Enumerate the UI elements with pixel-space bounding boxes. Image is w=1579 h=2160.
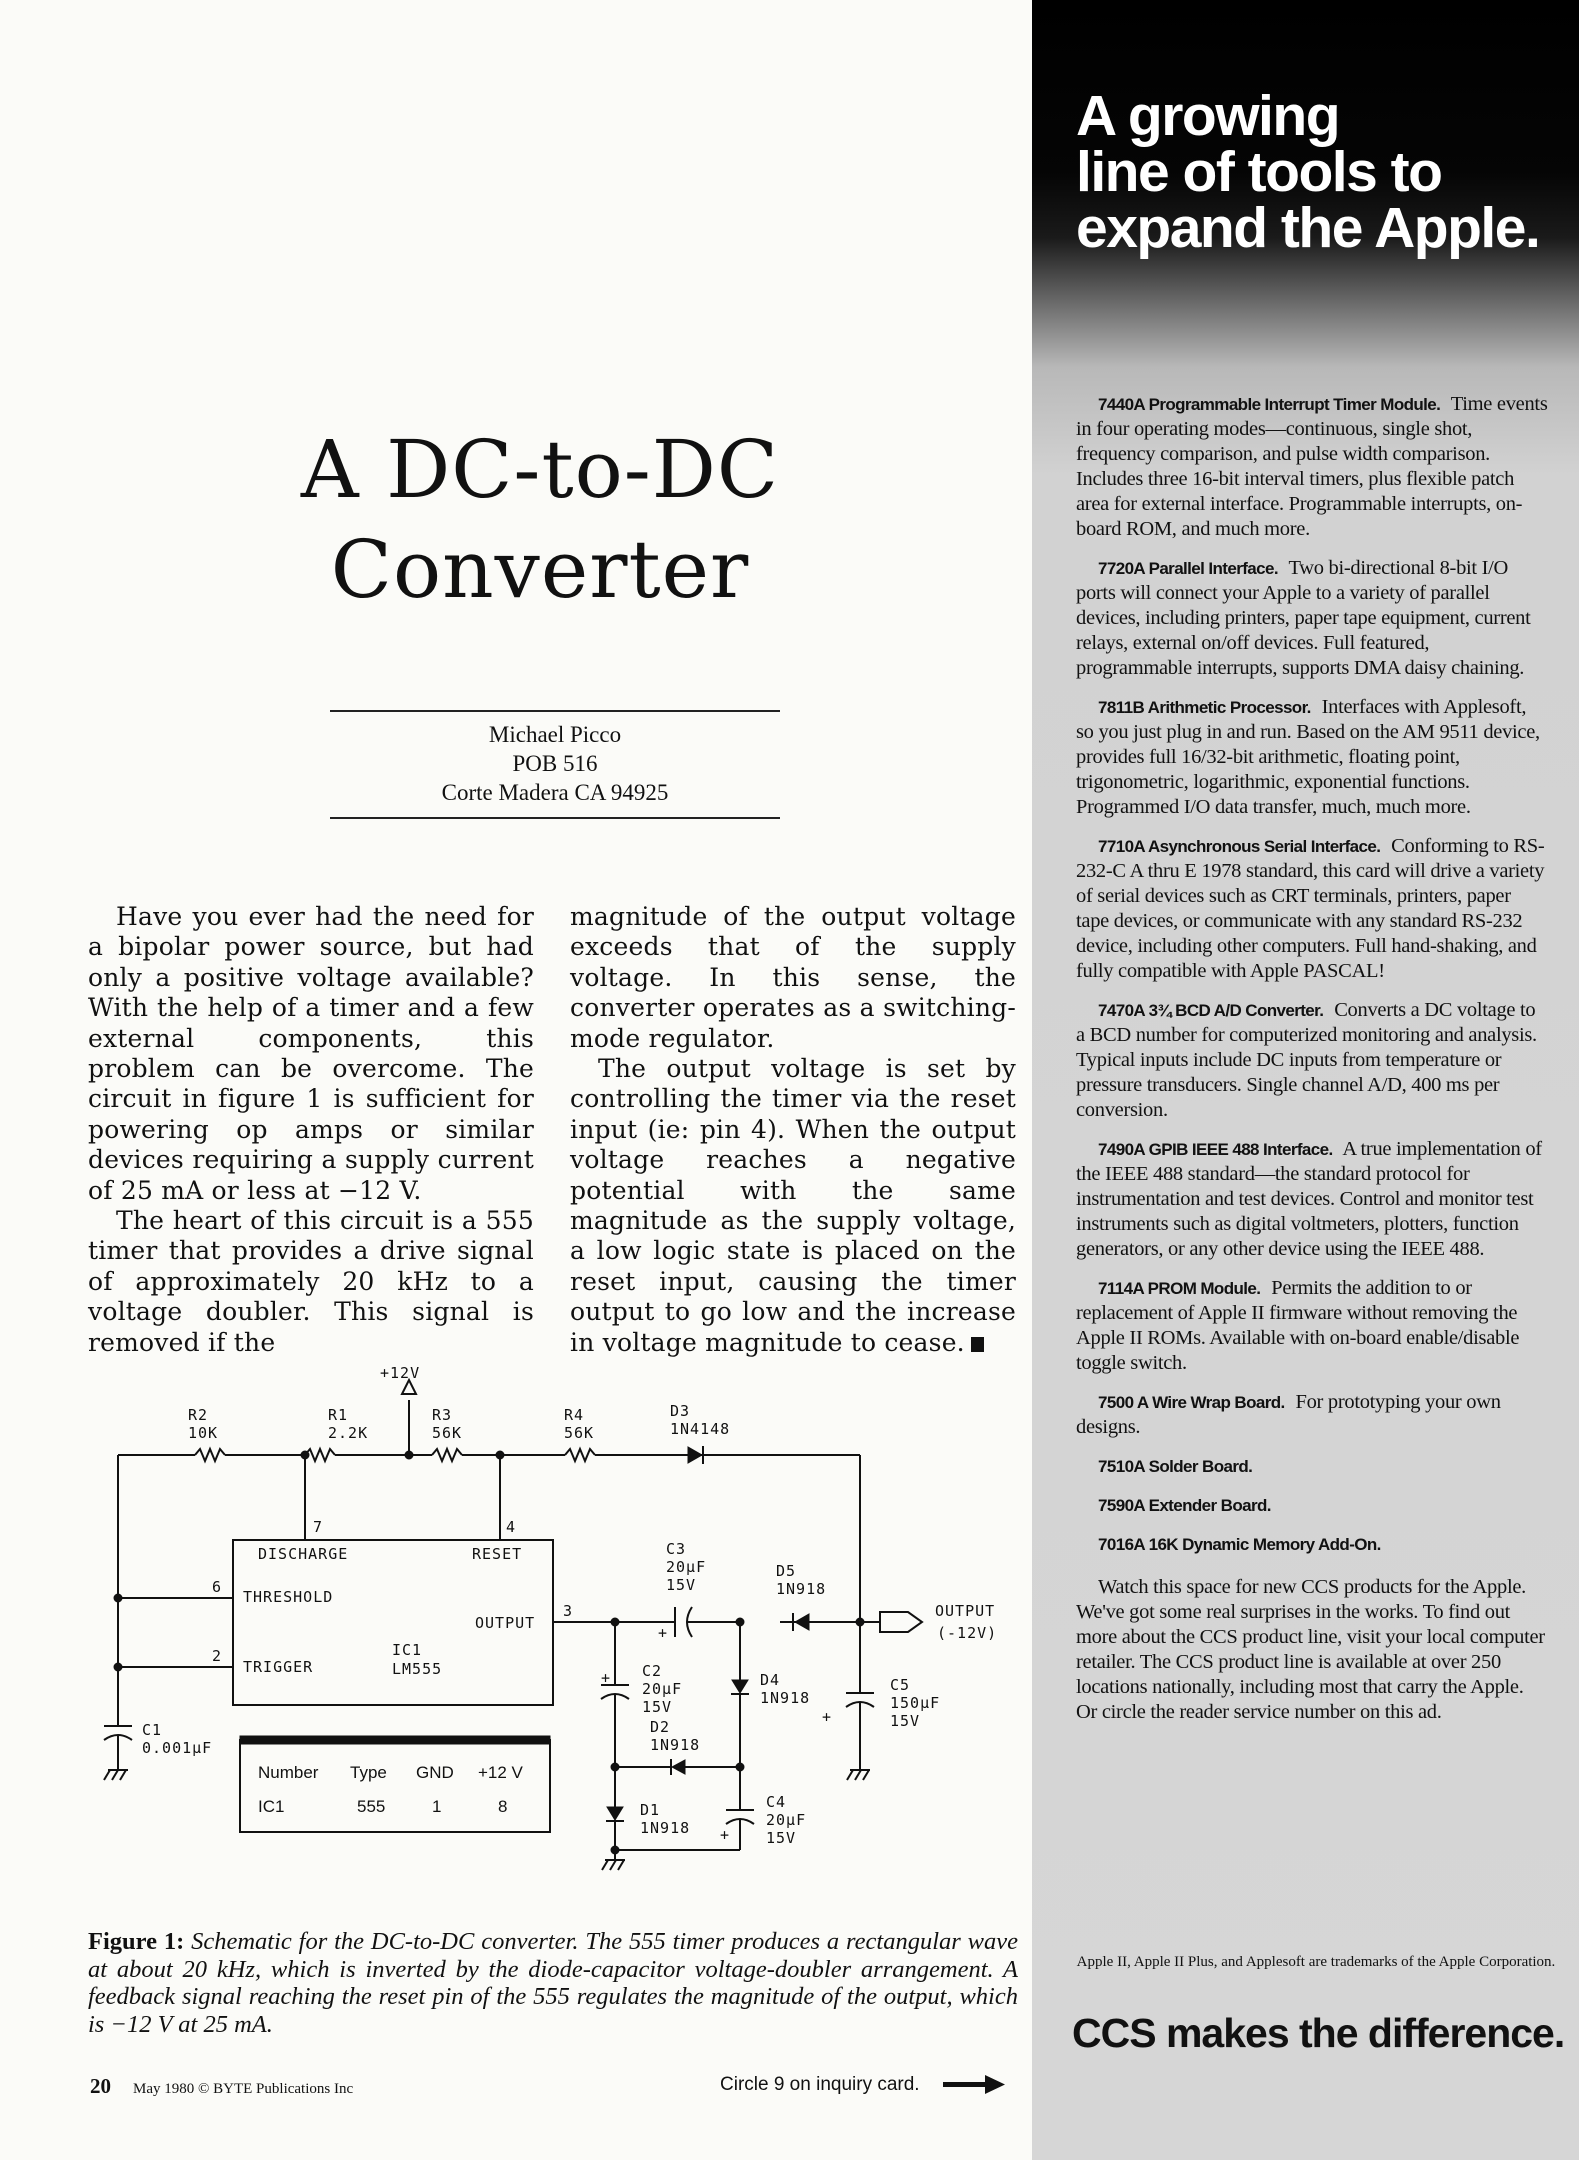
byline [330,720,780,807]
r1-name: R1 [328,1406,349,1424]
product-item [1076,1276,1548,1376]
d1-value: 1N918 [640,1819,691,1837]
ic-name: IC1 [392,1641,423,1659]
product-description: Permits the addition to or replacement of Apple II firmware without removing the Apple II ROMs. Available with on-board enable/disable toggle switch. [1076,1277,1520,1374]
product-item [1076,1493,1548,1518]
c3-value: 20μF [666,1558,707,1576]
d2-name: D2 [650,1718,671,1736]
figure-caption [88,1928,1018,2038]
table-header-type: Type [350,1763,387,1782]
c4-value: 20μF [766,1811,807,1829]
junction-dot [301,1451,309,1459]
product-item [1076,1390,1548,1440]
product-description: Conforming to RS-232-C A thru E 1978 standard, this card will drive a variety of serial devices such as CRT terminals, printers, paper tape devices, or communicate with any standard RS-232 device, including other computers. Full hand-shaking, and fully compatible with Apple PASCAL! [1076,835,1545,982]
c5-value: 150μF [890,1694,941,1712]
c5-name: C5 [890,1676,911,1694]
junction-dot [114,1594,122,1602]
d5-name: D5 [776,1562,797,1580]
c4-voltage: 15V [766,1829,797,1847]
junction-dot [736,1618,744,1626]
product-name: 7016A 16K Dynamic Memory Add-On. [1098,1535,1381,1554]
author-name: Michael Picco [488,722,622,747]
schematic-figure [60,1360,1040,1900]
product-item [1076,834,1548,984]
trademark-notice: Apple II, Apple II Plus, and Applesoft are trademarks of the Apple Corporation. [1076,1954,1556,1970]
product-name: 7500 A Wire Wrap Board. [1098,1393,1285,1412]
product-description: For prototyping your own designs. [1076,1391,1501,1438]
ic-trigger-label: TRIGGER [243,1658,314,1676]
pin-table-frame [240,1740,550,1832]
c3-polarity: + [658,1624,669,1642]
r3-resistor-icon [432,1449,462,1461]
r2-value: 10K [188,1424,219,1442]
r3-name: R3 [432,1406,453,1424]
d1-name: D1 [640,1801,661,1819]
product-description: A true implementation of the IEEE 488 standard—the standard protocol for instrumentation and test devices. Control and monitor test instruments such as digital voltmeters, plotters, function generators, or any other device using the IEEE 488. [1076,1138,1542,1260]
pin-2: 2 [212,1647,223,1665]
c4-polarity: + [720,1826,731,1844]
d5-diode-icon [795,1614,809,1630]
ccs-advertisement [1032,0,1579,2160]
c1-value: 0.001μF [142,1739,213,1757]
byline-rule-top [330,710,780,712]
table-cell-gnd: 1 [432,1797,442,1816]
pin-4: 4 [506,1518,517,1536]
product-item [1076,695,1548,820]
paragraph-text: The output voltage is set by controlling the timer via the reset input (ie: pin 4). When the output voltage reaches a negative potential with the same magnitude as the supply voltage, a low logic state is placed on the reset input, causing the timer output to go low and the increase in voltage magnitude to cease. [570,1054,1016,1357]
product-item [1076,998,1548,1123]
ic-output-label: OUTPUT [475,1614,536,1632]
product-name: 7590A Extender Board. [1098,1496,1271,1515]
ad-headline-line-1: A growing [1076,84,1340,148]
ad-product-list [1076,392,1548,1746]
title-line-1: A DC-to-DC [300,423,780,516]
r2-name: R2 [188,1406,209,1424]
product-item [1076,1454,1548,1479]
caption-text: Schematic for the DC-to-DC converter. The 555 timer produces a rectangular wave at about 20 kHz, which is inverted by the diode-capacitor voltage-doubler arrangement. A feedback signal reaching the reset pin of the 555 regulates the magnitude of the output, which is −12 V at 25 mA. [88,1928,1019,2038]
d4-value: 1N918 [760,1689,811,1707]
d3-diode-icon [688,1447,702,1463]
junction-dot [611,1763,619,1771]
ad-closing-text: Watch this space for new CCS products for the Apple. We've got some real surprises in the works. To find out more about the CCS product line, visit your local computer retailer. The CCS product line is available at over 250 locations nationally, including most that carry the Apple. Or circle the reader service number on this ad. [1076,1576,1545,1723]
ic-threshold-label: THRESHOLD [243,1588,334,1606]
paragraph: The heart of this circuit is a 555 timer that provides a drive signal of approximately 20 kHz to a voltage doubler. This signal is removed if the [88,1206,534,1357]
ad-tagline: CCS makes the difference. [1072,2010,1565,2056]
junction-dot [405,1451,413,1459]
caption-label: Figure 1: [88,1928,185,1955]
table-header-supply: +12 V [478,1763,523,1782]
d4-name: D4 [760,1671,781,1689]
supply-arrow-icon [402,1380,416,1394]
table-cell-type: 555 [357,1797,386,1816]
product-description: Converts a DC voltage to a BCD number for computerized monitoring and analysis. Typical inputs include DC inputs from temperature or pressure transducers. Single channel A/D, 400 ms per conversion. [1076,999,1537,1121]
d4-diode-icon [732,1680,748,1693]
page-number: 20 [90,2074,111,2098]
junction-dot [611,1846,619,1854]
r4-value: 56K [564,1424,595,1442]
product-item [1076,392,1548,542]
pin-6: 6 [212,1578,223,1596]
ic-reset-label: RESET [472,1545,523,1563]
r3-value: 56K [432,1424,463,1442]
d5-value: 1N918 [776,1580,827,1598]
page-footer [90,2074,353,2099]
ad-headline-line-2: line of tools to [1076,140,1442,204]
product-name: 7811B Arithmetic Processor. [1098,698,1311,717]
junction-dot [114,1663,122,1671]
c5-polarity: + [822,1708,833,1726]
product-name: 7720A Parallel Interface. [1098,559,1278,578]
paragraph-final [570,1054,1016,1358]
table-header-gnd: GND [416,1763,454,1782]
byline-rule-bottom [330,817,780,819]
pin-7: 7 [313,1518,324,1536]
table-header-bar [240,1736,550,1744]
ic-part: LM555 [392,1660,443,1678]
junction-dot [736,1763,744,1771]
r4-name: R4 [564,1406,585,1424]
product-name: 7114A PROM Module. [1098,1279,1261,1298]
product-name: 7470A 3¾ BCD A/D Converter. [1098,1001,1324,1020]
junction-dot [496,1451,504,1459]
ad-headline [1076,84,1576,260]
d3-value: 1N4148 [670,1420,731,1438]
pin-3: 3 [563,1602,574,1620]
d1-diode-icon [607,1807,623,1820]
inquiry-note-text: Circle 9 on inquiry card. [720,2074,920,2095]
c3-name: C3 [666,1540,687,1558]
product-name: 7440A Programmable Interrupt Timer Module. [1098,395,1441,414]
publication-line: May 1980 © BYTE Publications Inc [133,2081,354,2097]
product-name: 7510A Solder Board. [1098,1457,1253,1476]
c2-name: C2 [642,1662,663,1680]
article-title [180,420,900,620]
title-line-2: Converter [330,523,750,616]
junction-dot [856,1618,864,1626]
output-label: OUTPUT [935,1602,996,1620]
ic-discharge-label: DISCHARGE [258,1545,349,1563]
c1-name: C1 [142,1721,163,1739]
body-column-1 [88,902,534,1358]
r4-resistor-icon [565,1449,595,1461]
product-item [1076,1532,1548,1557]
author-address-line-2: Corte Madera CA 94925 [441,780,669,805]
ad-headline-line-3: expand the Apple. [1076,196,1540,260]
body-column-2 [570,902,1016,1358]
d2-value: 1N918 [650,1736,701,1754]
c4-name: C4 [766,1793,787,1811]
product-item [1076,556,1548,681]
c3-voltage: 15V [666,1576,697,1594]
supply-label: +12V [380,1364,421,1382]
output-value: (-12V) [937,1624,998,1642]
c2-value: 20μF [642,1680,683,1698]
paragraph: Have you ever had the need for a bipolar power source, but had only a positive voltage available? With the help of a timer and a few external components, this problem can be overcome. The circuit in figure 1 is sufficient for powering op amps or similar devices requiring a supply current of 25 mA or less at −12 V. [88,902,534,1205]
c5-voltage: 15V [890,1712,921,1730]
table-cell-supply: 8 [498,1797,508,1816]
product-item [1076,1137,1548,1262]
product-name: 7710A Asynchronous Serial Interface. [1098,837,1381,856]
end-mark-icon [971,1337,984,1352]
c2-voltage: 15V [642,1698,673,1716]
product-description: Interfaces with Applesoft, so you just plug in and run. Based on the AM 9511 device, provides full 16/32-bit arithmetic, floating point, trigonometric, logarithmic, exponential functions. Programmed I/O data transfer, much, much more. [1076,696,1540,818]
product-description: Time events in four operating modes—continuous, single shot, frequency comparison, and pulse width comparison. Includes three 16-bit interval timers, plus flexible patch area for external interface. Programmable interrupts, on-board ROM, and much more. [1076,393,1548,540]
author-address-line-1: POB 516 [512,751,598,776]
paragraph: magnitude of the output voltage exceeds that of the supply voltage. In this sense, the converter operates as a switching-mode regulator. [570,902,1016,1053]
inquiry-note [720,2074,1005,2096]
c2-polarity: + [601,1669,612,1687]
table-header-number: Number [258,1763,319,1782]
r2-resistor-icon [195,1449,225,1461]
right-arrow-icon [943,2074,1005,2094]
product-description: Two bi-directional 8-bit I/O ports will connect your Apple to a variety of parallel devices, including printers, paper tape equipment, current relays, external on/off devices. Full featured, programmable interrupts, supports DMA daisy chaining. [1076,557,1531,679]
d3-name: D3 [670,1402,691,1420]
junction-dot [611,1618,619,1626]
d2-diode-icon [672,1760,685,1774]
product-name: 7490A GPIB IEEE 488 Interface. [1098,1140,1333,1159]
table-cell-number: IC1 [258,1797,285,1816]
r1-value: 2.2K [328,1424,369,1442]
